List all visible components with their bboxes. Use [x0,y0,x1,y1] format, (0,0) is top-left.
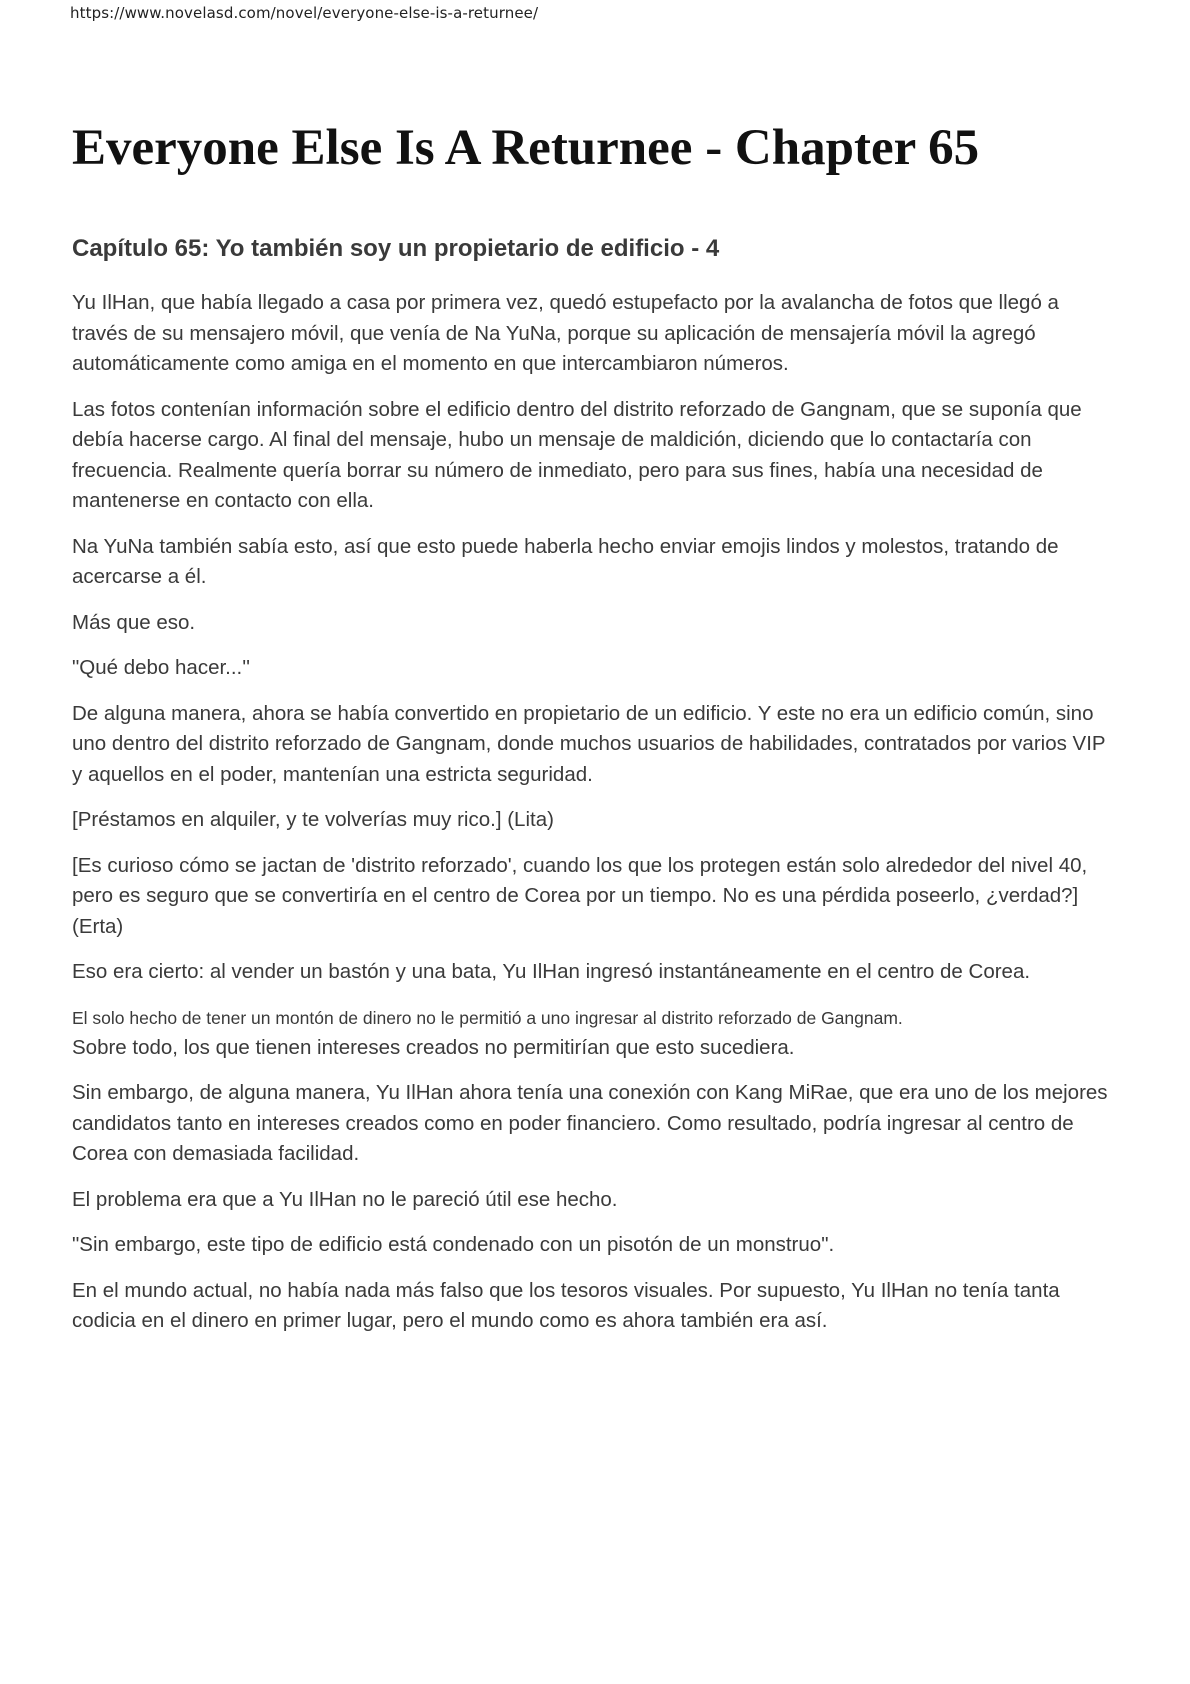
paragraph: El solo hecho de tener un montón de dinero no le permitió a uno ingresar al distrito reforzado de Gangnam. [72,1007,903,1028]
paragraph-dialogue: "Qué debo hacer...'' [72,656,251,679]
paragraph: Yu IlHan, que había llegado a casa por primera vez, quedó estupefacto por la avalancha de fotos que llegó a través de su mensajero móvil, que venía de Na YuNa, porque su aplicación de mensajería móvil la agregó automáticamente como amiga en el momento en que intercambiaron números. [72,291,1059,375]
paragraph: En el mundo actual, no había nada más falso que los tesoros visuales. Por supuesto, Yu IlHan no tenía tanta codicia en el dinero en primer lugar, pero el mundo como es ahora también era así. [72,1278,1060,1332]
document-title: Everyone Else Is A Returnee - Chapter 65 [72,120,980,176]
paragraph: Más que eso. [72,610,196,634]
page-url[interactable]: https://www.novelasd.com/novel/everyone-else-is-a-returnee/ [70,4,539,22]
paragraph-dialogue: [Es curioso cómo se jactan de 'distrito reforzado', cuando los que los protegen están solo alrededor del nivel 40, pero es seguro que se convertiría en el centro de Corea por un tiempo. No es una pérdida poseerlo, ¿verdad?] (Erta) [72,853,1088,938]
paragraph: Sobre todo, los que tienen intereses creados no permitirían que esto sucediera. [72,1035,795,1059]
paragraph: Eso era cierto: al vender un bastón y una bata, Yu IlHan ingresó instantáneamente en el centro de Corea. [72,960,1031,983]
paragraph: El problema era que a Yu IlHan no le pareció útil ese hecho. [72,1187,618,1211]
chapter-body [72,288,1117,1352]
chapter-heading: Capítulo 65: Yo también soy un propietario de edificio - 4 [72,235,720,262]
paragraph: De alguna manera, ahora se había convertido en propietario de un edificio. Y este no era un edificio común, sino uno dentro del distrito reforzado de Gangnam, donde muchos usuarios de habilidades, contratados por varios VIP y aquellos en el poder, mantenían una estricta seguridad. [72,701,1106,786]
paragraph-dialogue: [Préstamos en alquiler, y te volverías muy rico.] (Lita) [72,808,554,831]
paragraph: Na YuNa también sabía esto, así que esto puede haberla hecho enviar emojis lindos y molestos, tratando de acercarse a él. [72,534,1059,588]
paragraph: Las fotos contenían información sobre el edificio dentro del distrito reforzado de Gangnam, que se suponía que debía hacerse cargo. Al final del mensaje, hubo un mensaje de maldición, diciendo que lo contactaría con frecuencia. Realmente quería borrar su número de inmediato, pero para sus fines, había una necesidad de mantenerse en contacto con ella. [72,397,1082,512]
paragraph: Sin embargo, de alguna manera, Yu IlHan ahora tenía una conexión con Kang MiRae, que era uno de los mejores candidatos tanto en intereses creados como en poder financiero. Como resultado, podría ingresar al centro de Corea con demasiada facilidad. [72,1081,1108,1165]
paragraph-dialogue: "Sin embargo, este tipo de edificio está condenado con un pisotón de un monstruo". [72,1233,835,1256]
